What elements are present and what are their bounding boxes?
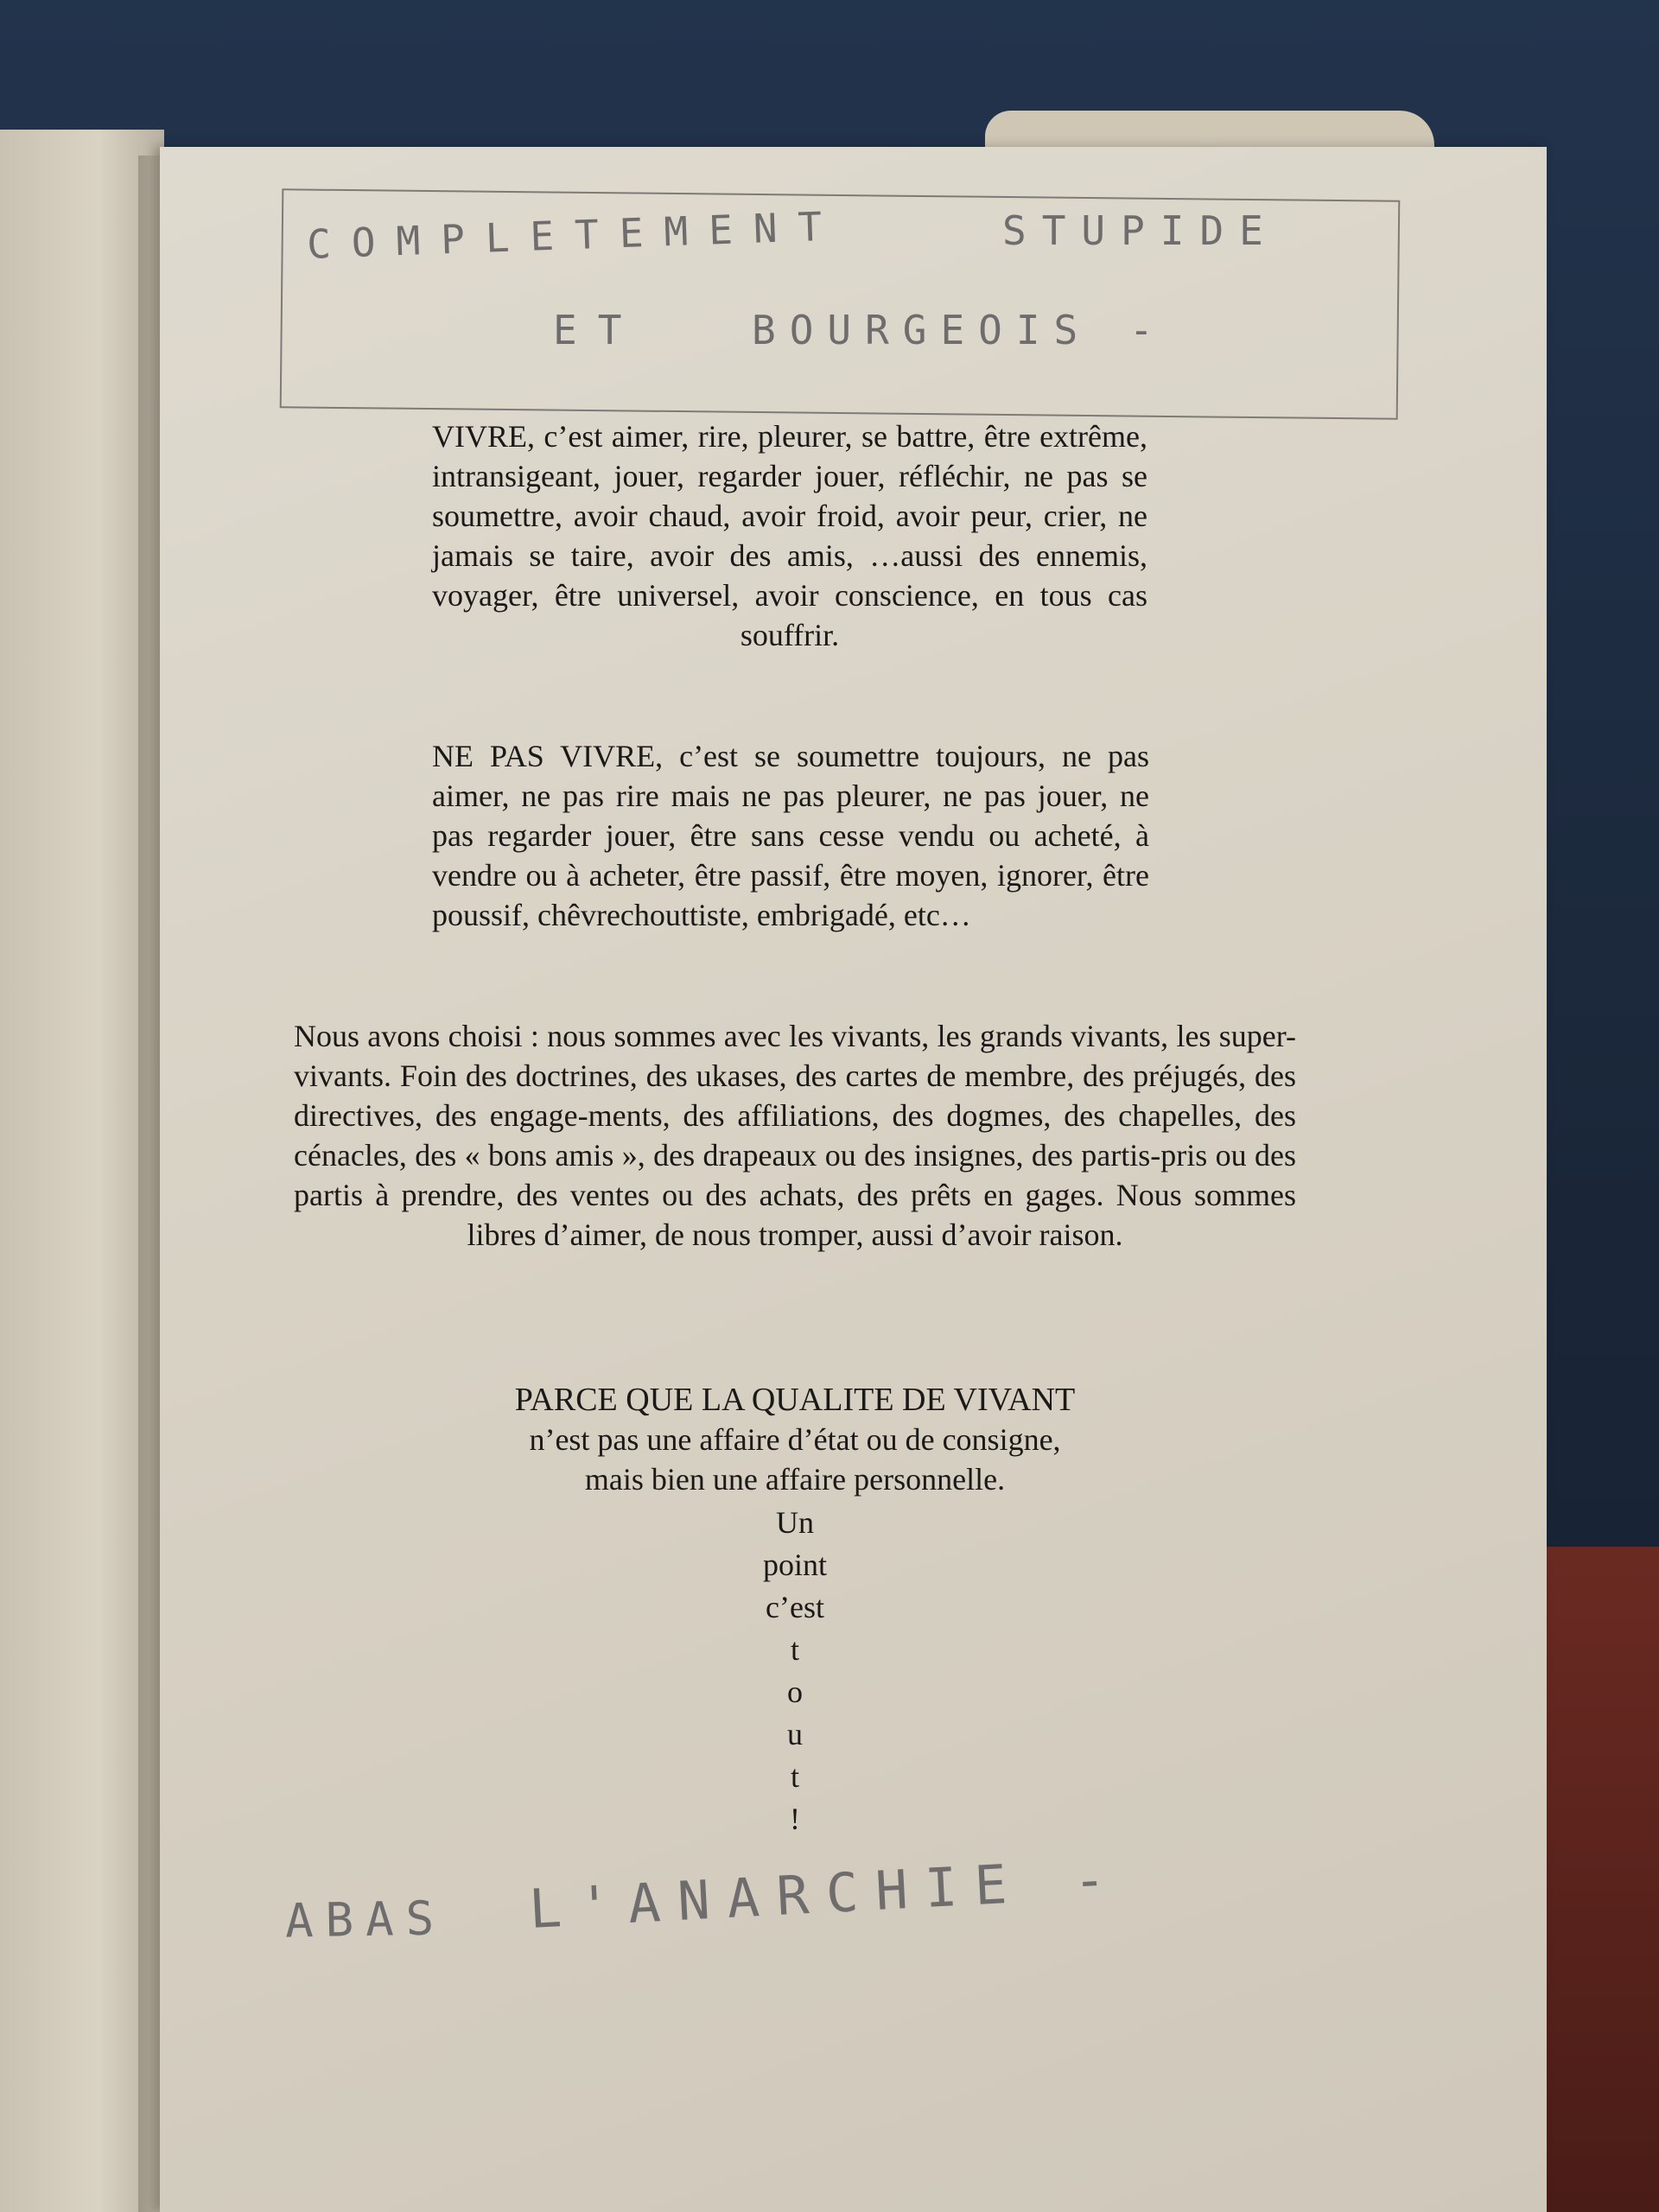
paragraph-heading: PARCE QUE LA QUALITE DE VIVANT [514, 1382, 1076, 1418]
vertical-letter: t [790, 1632, 799, 1667]
handwritten-note-word: ET [553, 307, 643, 353]
vertical-letter: o [787, 1675, 803, 1709]
handwritten-annotation: ABAS [284, 1891, 447, 1948]
paragraph-vivre [432, 416, 1147, 655]
paragraph-body: , c’est se soumettre toujours, ne pas aimer, ne pas rire mais ne pas pleurer, ne pas jouer, ne pas regarder jouer, être sans cesse vendu ou acheté, à vendre ou à acheter, être passif, être moyen, ignorer, être poussif, chêvrechouttiste, embrigadé, etc… [432, 739, 1149, 932]
paragraph-nous-avons-choisi: Nous avons choisi : nous sommes avec les vivants, les grands vivants, les super-vivants. Foin des doctrines, des ukases, des cartes de membre, des préjugés, des directives, des engage-ments, des affiliations, des dogmes, des chapelles, des cénacles, des « bons amis », des drapeaux ou des insignes, des partis-pris ou des partis à prendre, des ventes ou des achats, des prêts en gages. Nous sommes libres d’aimer, de nous tromper, aussi d’avoir raison. [294, 1019, 1296, 1252]
vertical-word: point [762, 1548, 827, 1582]
vertical-closing-text [709, 1502, 881, 1840]
vertical-letter: ! [790, 1802, 800, 1836]
paragraph-lead: VIVRE [432, 419, 527, 454]
paragraph-lead: NE PAS VIVRE [432, 739, 656, 773]
paragraph-line: mais bien une affaire personnelle. [584, 1462, 1006, 1497]
handwritten-note-word: BOURGEOIS - [752, 307, 1167, 353]
vertical-letter: u [787, 1717, 803, 1751]
vertical-letter: t [790, 1759, 799, 1794]
paragraph-parce-que [406, 1380, 1184, 1499]
handwritten-note-word: STUPIDE [1002, 207, 1279, 254]
handwritten-annotation: L'ANARCHIE - [527, 1847, 1125, 1941]
paragraph-ne-pas-vivre [432, 736, 1149, 935]
paragraph-body: , c’est aimer, rire, pleurer, se battre, être extrême, intransigeant, jouer, regarder jouer, réfléchir, ne pas se soumettre, avoir chaud, avoir froid, avoir peur, crier, ne jamais se taire, avoir des amis, …aussi des ennemis, voyager, être universel, avoir conscience, en tous cas souffrir. [432, 419, 1147, 652]
paragraph-line: n’est pas une affaire d’état ou de consigne, [529, 1422, 1061, 1457]
handwritten-note-word: COMPLETEMENT [306, 202, 844, 268]
vertical-word: c’est [766, 1590, 824, 1624]
vertical-word: Un [776, 1505, 814, 1540]
